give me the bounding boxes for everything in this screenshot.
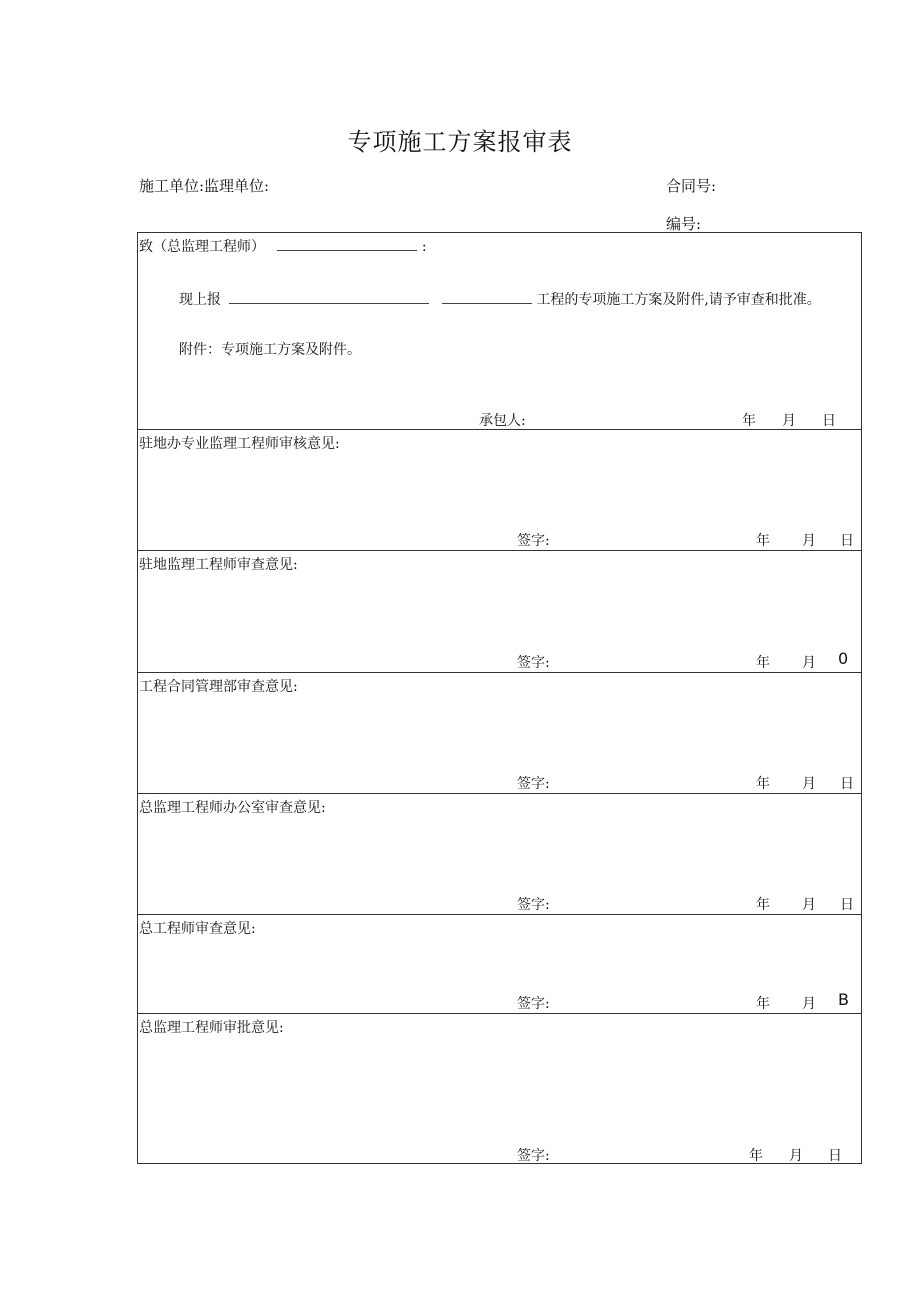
section-label: 驻地监理工程师审查意见: [139,557,298,573]
year-label: 年 [756,996,770,1012]
units-label: 施工单位:监理单位: [139,177,270,195]
year-label: 年 [749,1148,763,1164]
opinion-section-chief-engineer [138,914,861,1013]
month-label: 月 [802,996,816,1012]
day-label: 日 [840,776,854,792]
section-label: 总监理工程师办公室审查意见: [139,800,326,816]
opinion-section-chief-office [138,793,861,914]
day-label: B [838,990,849,1009]
day-label: 日 [828,1148,842,1164]
report-suffix: 工程的专项施工方案及附件,请予审查和批准。 [536,292,821,308]
day-label: 日 [840,533,854,549]
signature-label: 签字: [517,1148,550,1164]
month-label: 月 [789,1148,803,1164]
month-label: 月 [782,413,796,429]
year-label: 年 [742,413,756,429]
report-row [179,289,821,309]
signature-label: 签字: [517,655,550,671]
report-prefix: 现上报 [179,292,221,308]
day-label: 日 [840,897,854,913]
report-project-field-2[interactable] [442,291,532,304]
month-label: 月 [802,776,816,792]
month-label: 月 [802,655,816,671]
month-label: 月 [802,533,816,549]
addressee-field[interactable] [277,238,417,251]
opinion-section-chief-supervisor [138,1013,861,1165]
report-project-field[interactable] [229,291,429,304]
attachment-note: 附件：专项施工方案及附件。 [179,342,361,358]
opinion-section-contract-dept [138,672,861,793]
year-label: 年 [756,655,770,671]
month-label: 月 [802,897,816,913]
addressee-colon: : [421,239,427,255]
page-title: 专项施工方案报审表 [347,128,573,156]
signature-label: 签字: [517,996,550,1012]
signature-label: 签字: [517,533,550,549]
serial-number-label: 编号: [666,215,702,233]
contractor-label: 承包人: [479,413,526,429]
approval-form-table [137,232,862,1164]
section-label: 驻地办专业监理工程师审核意见: [139,436,340,452]
section-label: 总工程师审查意见: [139,921,256,937]
opinion-section-specialist [138,429,861,550]
year-label: 年 [756,897,770,913]
signature-label: 签字: [517,776,550,792]
contract-number-label: 合同号: [666,177,717,195]
submission-section [138,233,861,429]
addressee-label: 致（总监理工程师） [139,239,265,255]
opinion-section-resident [138,550,861,672]
year-label: 年 [756,533,770,549]
signature-label: 签字: [517,897,550,913]
day-label: 0 [838,649,849,668]
section-label: 工程合同管理部审查意见: [139,679,298,695]
addressee-row [139,236,427,256]
day-label: 日 [822,413,836,429]
section-label: 总监理工程师审批意见: [139,1020,284,1036]
year-label: 年 [756,776,770,792]
